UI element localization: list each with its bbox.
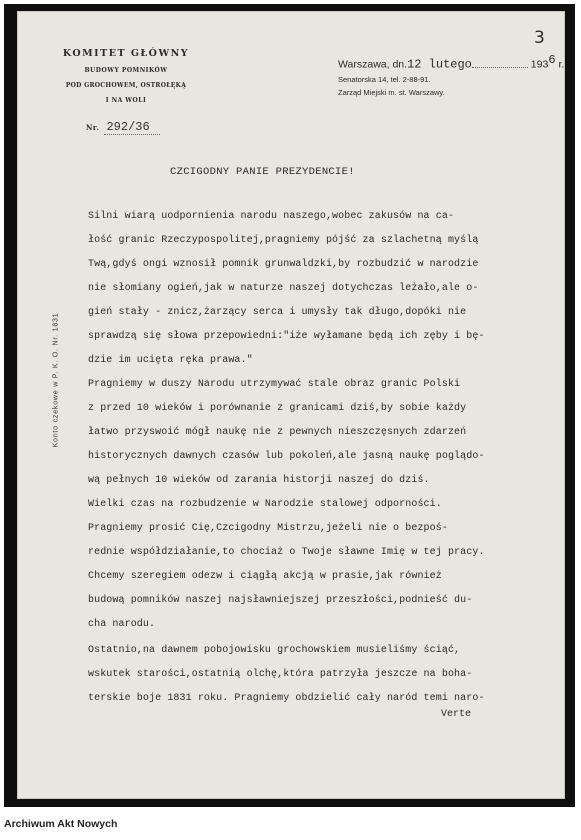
body-line: Twą,gdyś ongi wznosił pomnik grunwaldzki,by rozbudzić w narodzie: [88, 259, 479, 270]
body-line: cha narodu.: [88, 619, 156, 630]
verte-label: Verte: [441, 709, 472, 720]
body-line: łość granic Rzeczypospolitej,pragniemy pójść za szlachetną myślą: [88, 235, 479, 246]
page-number: 3: [534, 28, 545, 48]
reference-value: 292/36: [104, 120, 159, 135]
address-line-1: Senatorska 14, tel. 2-88-91.: [338, 74, 431, 84]
letterhead-title: KOMITET GŁÓWNY: [62, 48, 190, 59]
body-line: Pragniemy prosić Cię,Czcigodny Mistrzu,jeżeli nie o bezpoś-: [88, 523, 448, 534]
reference-number: [86, 115, 160, 134]
body-line: gień stały - znicz,żarzący serca i umysły tak długo,dopóki nie: [88, 307, 467, 318]
letterhead: [38, 48, 214, 104]
bank-account-side-text: Konto czekowe w P. K. O. Nr. 1831: [52, 312, 60, 448]
body-line: z przed 10 wieków i porównanie z granicami dziś,by sobie każdy: [88, 403, 467, 414]
body-line: łatwo przyswoić mógł naukę nie z pewnych nieszczęsnych zdarzeń: [88, 427, 467, 438]
city-label: Warszawa, dn.: [338, 58, 408, 71]
salutation: CZCIGODNY PANIE PREZYDENCIE!: [170, 166, 355, 178]
archive-label: Archiwum Akt Nowych: [4, 818, 118, 830]
letterhead-location: POD GROCHOWEM, OSTROŁĘKĄ: [65, 82, 187, 89]
date-year: 193: [530, 58, 549, 71]
date-year-digit: 6: [548, 53, 556, 67]
letterhead-subtitle: BUDOWY POMNIKÓW: [84, 67, 168, 74]
body-line: wskutek starości,ostatnią olchę,która patrzyła jeszcze na boha-: [88, 669, 473, 680]
date-year-suffix: r.: [558, 58, 565, 71]
body-line: sprawdzą się słowa przepowiedni:"iże wyłamane będą ich zęby i bę-: [88, 331, 485, 342]
body-line: Wielki czas na rozbudzenie w Narodzie stalowej odporności.: [88, 499, 442, 510]
body-line: historycznych dawnych czasów lub pokoleń,ale jasną naukę poglądo-: [88, 451, 485, 462]
body-line: rednie współdziałanie,to chociaż o Twoje sławne Imię w tej pracy.: [88, 547, 485, 558]
date-day-month: 12 lutego: [407, 57, 472, 72]
body-line: dzie im ucięta ręka prawa.": [88, 355, 253, 366]
body-line: Chcemy szeregiem odezw i ciągłą akcją w prasie,jak również: [88, 571, 442, 582]
body-line: wą pełnych 10 wieków od zarania historji naszej do dziś.: [88, 475, 430, 486]
body-line: nie słomiany ogień,jak w naturze naszej dotychczas leżało,ale o-: [88, 283, 479, 294]
letterhead-location-2: I NA WOLI: [105, 97, 147, 104]
body-line: Ostatnio,na dawnem pobojowisku grochowskiem musieliśmy ściąć,: [88, 645, 461, 656]
reference-label: Nr.: [86, 123, 100, 132]
body-line: Pragniemy w duszy Narodu utrzymywać stale obraz granic Polski: [88, 379, 461, 390]
place-date-block: [338, 53, 564, 98]
body-line: Silni wiarą uodpornienia narodu naszego,wobec zakusów na ca-: [88, 211, 455, 222]
address-line-2: Zarząd Miejski m. st. Warszawy.: [338, 87, 445, 97]
body-line: budową pomników naszej najsławniejszej przeszłości,podnieść du-: [88, 595, 473, 606]
date-dotted-line: [472, 67, 528, 68]
body-line: terskie boje 1831 roku. Pragniemy obdzielić cały naród temi naro-: [88, 693, 485, 704]
place-date-line: [338, 53, 564, 72]
